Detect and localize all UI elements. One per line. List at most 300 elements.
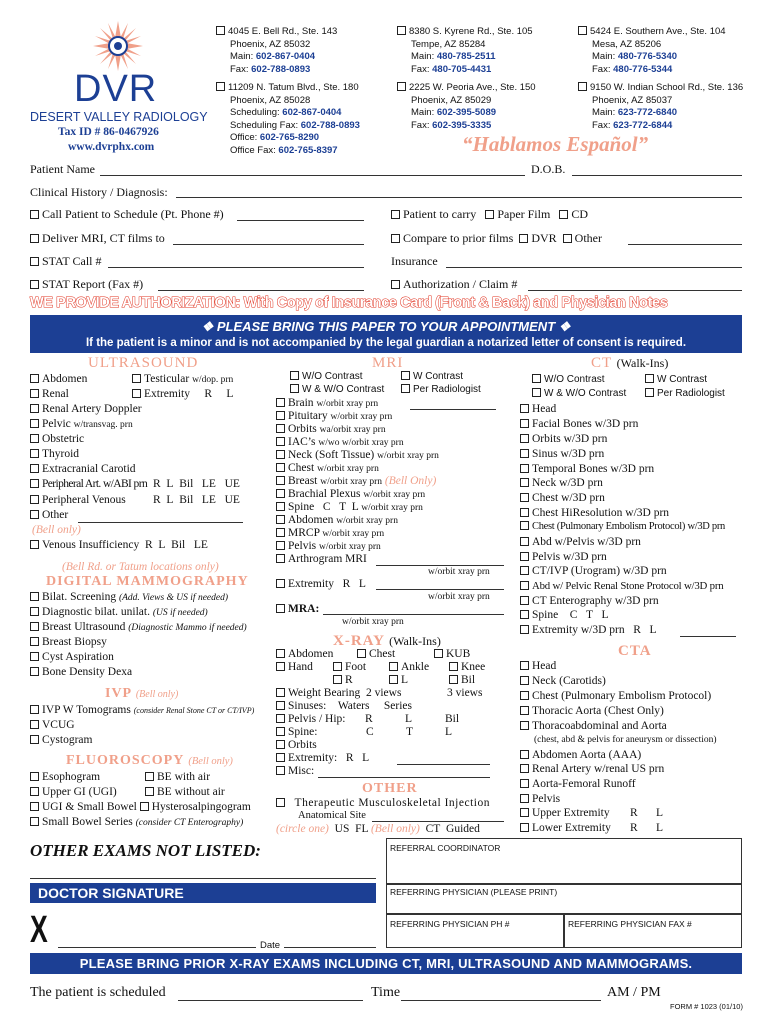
checkbox-icon[interactable] [520,537,529,546]
us-obstetric: Obstetric [30,433,84,445]
mri-radiologist: Per Radiologist [401,384,481,395]
checkbox-icon[interactable] [132,389,141,398]
checkbox-icon[interactable] [30,772,39,781]
xray-pelvis-hip-bil: Bil [445,713,460,725]
checkbox-icon[interactable] [276,701,285,710]
office-kyrene: 8380 S. Kyrene Rd., Ste. 105 Tempe, AZ 85284 Main: 480-785-2511 Fax: 480-705-4431 [397,26,533,76]
ct-wo: W/O Contrast [532,374,605,385]
checkbox-icon[interactable] [276,463,285,472]
xray-knee: Knee [449,661,485,673]
mri-pituitary: Pituitary w/orbit xray prn [276,410,392,422]
ct-radiologist: Per Radiologist [645,388,725,399]
ct-chest-hr: Chest HiResolution w/3D prn [520,507,669,519]
checkbox-icon[interactable] [30,787,39,796]
checkbox-icon[interactable] [434,649,443,658]
checkbox-icon[interactable] [520,478,529,487]
checkbox-icon[interactable] [333,662,342,671]
form-number: FORM # 1023 (01/10) [670,1002,743,1011]
checkbox-icon[interactable] [520,566,529,575]
checkbox-icon[interactable] [397,26,406,35]
other-circle-row: (circle one) US FL (Bell only) CT Guided [276,823,480,835]
stat-report-field[interactable] [158,290,364,291]
ct-extremity: Extremity w/3D prn R L [520,624,657,636]
checkbox-icon[interactable] [276,450,285,459]
checkbox-icon[interactable] [276,798,285,807]
checkbox-icon[interactable] [30,479,39,488]
xray-weight: Weight Bearing 2 views [276,687,401,699]
office-bell: 4045 E. Bell Rd., Ste. 143 Phoenix, AZ 85032 Main: 602-867-0404 Fax: 602-788-0893 [216,26,337,76]
scheduled-label: The patient is scheduled [30,985,166,1000]
checkbox-icon[interactable] [30,802,39,811]
mri-brain: Brain w/orbit xray prn [276,397,378,409]
checkbox-icon[interactable] [520,691,529,700]
mri-iacs: IAC’s w/wo w/orbit xray prn [276,436,404,448]
insurance-field[interactable] [446,267,742,268]
xray-pelvis-hip-sides: R [365,713,373,725]
fluoro-sbs: Small Bowel Series (consider CT Enterography) [30,816,243,828]
checkbox-icon[interactable] [30,449,39,458]
checkbox-icon[interactable] [333,675,342,684]
ct-title: CT (Walk-Ins) [591,355,669,371]
us-bell-only: (Bell only) [32,524,81,536]
ct-orbits: Orbits w/3D prn [520,433,607,445]
history-field[interactable] [176,197,742,198]
office-southern: 5424 E. Southern Ave., Ste. 104 Mesa, AZ 85206 Main: 480-776-5340 Fax: 480-776-5344 [578,26,726,76]
checkbox-icon[interactable] [30,234,39,243]
auth-row: Authorization / Claim # [391,277,517,292]
checkbox-icon[interactable] [391,210,400,219]
mri-mra-field[interactable] [323,614,504,615]
cta-aaa: Abdomen Aorta (AAA) [520,749,641,761]
checkbox-icon[interactable] [563,234,572,243]
checkbox-icon[interactable] [276,604,285,613]
us-extremity: Extremity R L [132,388,233,400]
mri-neck: Neck (Soft Tissue) w/orbit xray prn [276,449,439,461]
patient-name-label: Patient Name [30,162,95,176]
mri-orbits: Orbits wa/orbit xray prn [276,423,386,435]
mri-title: MRI [372,355,404,371]
checkbox-icon[interactable] [389,662,398,671]
checkbox-icon[interactable] [276,398,285,407]
logo-name: DESERT VALLEY RADIOLOGY [30,110,208,124]
checkbox-icon[interactable] [30,389,39,398]
xray-hand: Hand [276,661,313,673]
checkbox-icon[interactable] [276,411,285,420]
xray-sinuses: Sinuses: Waters Series [276,700,412,712]
mri-brain-field[interactable] [410,409,496,410]
checkbox-icon[interactable] [30,464,39,473]
checkbox-icon[interactable] [401,384,410,393]
cta-upper-l: L [656,807,664,819]
other-exams-label: OTHER EXAMS NOT LISTED: [30,841,261,860]
checkbox-icon[interactable] [276,541,285,550]
insurance-label: Insurance [391,254,438,268]
checkbox-icon[interactable] [520,764,529,773]
auth-field[interactable] [528,290,742,291]
call-patient-row: Call Patient to Schedule (Pt. Phone #) [30,207,224,222]
mri-chest: Chest w/orbit xray prn [276,462,379,474]
mri-brachial: Brachial Plexus w/orbit xray prn [276,488,425,500]
us-pelvic: Pelvic w/transvag. prn [30,418,133,430]
checkbox-icon[interactable] [30,705,39,714]
referring-fax-label: REFERRING PHYSICIAN FAX # [568,919,692,929]
mri-spine: Spine C T L w/orbit xray prn [276,501,423,513]
ct-pelvis: Pelvis w/3D prn [520,551,607,563]
mri-mrcp: MRCP w/orbit xray prn [276,527,384,539]
pt-phone-field[interactable] [237,220,364,221]
us-renal-artery: Renal Artery Doppler [30,403,142,415]
history-label: Clinical History / Diagnosis: [30,185,168,199]
ct-extremity-field[interactable] [680,636,736,637]
carry-row: Patient to carry Paper Film CD [391,207,588,222]
checkbox-icon[interactable] [520,661,529,670]
checkbox-icon[interactable] [520,750,529,759]
cta-thoraco: Thoracoabdominal and Aorta [520,720,667,732]
mammo-title: DIGITAL MAMMOGRAPHY [46,574,249,589]
checkbox-icon[interactable] [645,388,654,397]
xray-kub: KUB [434,648,470,660]
bring-paper-bar [30,315,742,353]
checkbox-icon[interactable] [30,735,39,744]
checkbox-icon[interactable] [276,424,285,433]
xray-pelvis-hip-l: L [405,713,413,725]
xray-ankle: Ankle [389,661,429,673]
other-site: Anatomical Site [298,810,366,821]
us-bell-tatum: (Bell Rd. or Tatum locations only) [62,561,219,573]
checkbox-icon[interactable] [132,374,141,383]
referral-coordinator-label: REFERRAL COORDINATOR [390,843,501,853]
checkbox-icon[interactable] [145,772,154,781]
mri-extremity: Extremity R L [276,578,366,590]
cta-upper: Upper Extremity [520,807,610,819]
ivp-vcug: VCUG [30,719,75,731]
checkbox-icon[interactable] [520,721,529,730]
website: www.dvrphx.com [68,141,155,153]
ct-temporal: Temporal Bones w/3D prn [520,463,654,475]
cta-thoraco-sm: (chest, abd & pelvis for aneurysm or dissection) [534,735,717,745]
checkbox-icon[interactable] [276,489,285,498]
checkbox-icon[interactable] [30,280,39,289]
logo-brand: DVR [74,68,158,110]
checkbox-icon[interactable] [30,257,39,266]
dob-field[interactable] [572,175,742,176]
stat-call-row: STAT Call # [30,254,102,269]
other-tmi: Therapeutic Musculoskeletal Injection [276,797,490,809]
checkbox-icon[interactable] [520,794,529,803]
patient-name-field[interactable] [100,175,525,176]
mri-abdomen: Abdomen w/orbit xray prn [276,514,398,526]
checkbox-icon[interactable] [30,622,39,631]
checkbox-icon[interactable] [645,374,654,383]
checkbox-icon[interactable] [30,434,39,443]
checkbox-icon[interactable] [532,388,541,397]
checkbox-icon[interactable] [391,234,400,243]
ct-ctivp: CT/IVP (Urogram) w/3D prn [520,565,667,577]
cta-chest: Chest (Pulmonary Embolism Protocol) [520,690,711,702]
compare-row: Compare to prior films DVR Other [391,231,602,246]
checkbox-icon[interactable] [520,404,529,413]
ct-chest: Chest w/3D prn [520,492,605,504]
mri-wo: W/O Contrast [290,371,363,382]
us-peripheral-venous-sides: R L Bil LE UE [153,494,240,506]
checkbox-icon[interactable] [30,495,39,504]
cta-aortofem: Aorta-Femoral Runoff [520,778,636,790]
checkbox-icon[interactable] [391,280,400,289]
xray-spine-l: L [445,726,453,738]
office-peoria: 2225 W. Peoria Ave., Ste. 150 Phoenix, AZ 85029 Main: 602-395-5089 Fax: 602-395-3335 [397,82,536,132]
us-renal: Renal [30,388,69,400]
mammo-diag: Diagnostic bilat. unilat. (US if needed) [30,606,208,618]
us-testicular: Testicular w/dop. prn [132,373,233,385]
us-other-field[interactable] [78,522,243,523]
ct-wwo: W & W/O Contrast [532,388,626,399]
hablamos-espanol: “Hablamos Español” [462,132,649,156]
ct-spine: Spine C T L [520,609,608,621]
mri-wwo: W & W/O Contrast [290,384,384,395]
checkbox-icon[interactable] [357,649,366,658]
mri-mra: MRA: [276,603,319,615]
checkbox-icon[interactable] [520,419,529,428]
cta-neck: Neck (Carotids) [520,675,606,687]
checkbox-icon[interactable] [520,449,529,458]
checkbox-icon[interactable] [520,706,529,715]
checkbox-icon[interactable] [520,434,529,443]
checkbox-icon[interactable] [520,823,529,832]
ct-head: Head [520,403,556,415]
checkbox-icon[interactable] [140,802,149,811]
checkbox-icon[interactable] [276,714,285,723]
checkbox-icon[interactable] [485,210,494,219]
signature-field[interactable] [58,947,256,948]
checkbox-icon[interactable] [290,371,299,380]
checkbox-icon[interactable] [145,787,154,796]
logo [30,20,208,160]
us-abdomen: Abdomen [30,373,87,385]
us-carotid: Extracranial Carotid [30,463,136,475]
deliver-field[interactable] [173,244,364,245]
checkbox-icon[interactable] [532,374,541,383]
checkbox-icon[interactable] [30,592,39,601]
cta-lower-l: L [656,822,664,834]
checkbox-icon[interactable] [276,515,285,524]
ivp-title: IVP (Bell only) [105,686,179,701]
xray-orbits: Orbits [276,739,317,751]
checkbox-icon[interactable] [30,374,39,383]
us-other: Other [30,509,68,521]
us-peripheral-venous: Peripheral Venous [30,494,126,506]
checkbox-icon[interactable] [520,508,529,517]
mri-pelvis: Pelvis w/orbit xray prn [276,540,381,552]
bring-paper-title: ❖ PLEASE BRING THIS PAPER TO YOUR APPOINTMENT ❖ [201,319,571,334]
checkbox-icon[interactable] [276,437,285,446]
checkbox-icon[interactable] [30,419,39,428]
checkbox-icon[interactable] [30,510,39,519]
checkbox-icon[interactable] [520,676,529,685]
fluoro-ugi-sb: UGI & Small Bowel Hysterosalpingogram [30,801,251,813]
checkbox-icon[interactable] [30,652,39,661]
xray-r: R [333,674,353,686]
authorization-banner: WE PROVIDE AUTHORIZATION: With Copy of Insurance Card (Front & Back) and Physician Notes [30,295,668,311]
mri-ext-sm: w/orbit xray prn [428,592,490,602]
ivp-tomo: IVP W Tomograms (consider Renal Stone CT or CT/IVP) [30,704,254,716]
cta-lower: Lower Extremity [520,822,611,834]
sunburst-logo-icon [92,20,144,72]
checkbox-icon[interactable] [578,82,587,91]
checkbox-icon[interactable] [216,26,225,35]
checkbox-icon[interactable] [276,727,285,736]
us-peripheral-art: Peripheral Art. w/ABI prn [30,478,147,490]
checkbox-icon[interactable] [519,234,528,243]
xray-spine: Spine: [276,726,317,738]
checkbox-icon[interactable] [578,26,587,35]
xray-three-views: 3 views [447,687,483,699]
checkbox-icon[interactable] [30,817,39,826]
xray-misc: Misc: [276,765,314,777]
cta-renal: Renal Artery w/renal US prn [520,763,664,775]
mammo-bilat: Bilat. Screening (Add. Views & US if needed) [30,591,228,603]
checkbox-icon[interactable] [276,766,285,775]
checkbox-icon[interactable] [290,384,299,393]
checkbox-icon[interactable] [520,779,529,788]
xray-extremity-field[interactable] [397,764,490,765]
mammo-breast-us: Breast Ultrasound (Diagnostic Mammo if needed) [30,621,247,633]
date-label: Date [260,940,281,951]
referring-physician-label: REFERRING PHYSICIAN (PLEASE PRINT) [390,887,558,897]
xray-bil: Bil [449,674,475,686]
checkbox-icon[interactable] [276,649,285,658]
checkbox-icon[interactable] [30,210,39,219]
checkbox-icon[interactable] [559,210,568,219]
checkbox-icon[interactable] [30,540,39,549]
ct-neck: Neck w/3D prn [520,477,603,489]
fluoro-be-noair: BE without air [145,786,225,798]
checkbox-icon[interactable] [30,637,39,646]
other-title: OTHER [362,781,418,796]
xray-chest: Chest [357,648,395,660]
xray-spine-c: C [366,726,374,738]
doctor-signature-bar: DOCTOR SIGNATURE [30,883,376,903]
xray-extremity: Extremity: R L [276,752,369,764]
tax-id: Tax ID # 86-0467926 [58,126,159,138]
time-label: Time [371,985,401,1000]
mri-extremity-field[interactable] [376,589,504,590]
checkbox-icon[interactable] [276,753,285,762]
checkbox-icon[interactable] [276,688,285,697]
scheduled-field[interactable] [178,1000,363,1001]
xray-misc-field[interactable] [318,777,490,778]
office-tatum: 11209 N. Tatum Blvd., Ste. 180 Phoenix, AZ 85028 Scheduling: 602-867-0404 Scheduling Fax: 602-788-0893 Office: 602-765-8290 Office Fax: 602-765-8397 [216,82,360,157]
checkbox-icon[interactable] [520,610,529,619]
checkbox-icon[interactable] [520,625,529,634]
checkbox-icon[interactable] [449,662,458,671]
stat-report-row: STAT Report (Fax #) [30,277,143,292]
ct-abd-pelvis: Abd w/Pelvis w/3D prn [520,536,641,548]
date-field[interactable] [284,947,376,948]
dob-label: D.O.B. [531,162,566,176]
checkbox-icon[interactable] [520,596,529,605]
checkbox-icon[interactable] [520,808,529,817]
checkbox-icon[interactable] [397,82,406,91]
mammo-biopsy: Breast Biopsy [30,636,107,648]
checkbox-icon[interactable] [276,502,285,511]
xray-foot: Foot [333,661,366,673]
checkbox-icon[interactable] [520,493,529,502]
compare-other-field[interactable] [628,244,742,245]
ultrasound-title: ULTRASOUND [88,355,199,371]
checkbox-icon[interactable] [30,404,39,413]
checkbox-icon[interactable] [276,476,285,485]
bring-paper-sub: If the patient is a minor and is not accompanied by the legal guardian a notarized letter of consent is required. [85,337,687,349]
xray-spine-t: T [406,726,414,738]
xray-pelvis-hip: Pelvis / Hip: [276,713,346,725]
checkbox-icon[interactable] [216,82,225,91]
other-exams-field[interactable] [30,878,376,879]
mri-arthro-sm: w/orbit xray prn [428,567,490,577]
bring-prior-bar: PLEASE BRING PRIOR X-RAY EXAMS INCLUDING CT, MRI, ULTRASOUND AND MAMMOGRAMS. [30,953,742,974]
mri-arthro: Arthrogram MRI [276,553,367,565]
office-indian-school: 9150 W. Indian School Rd., Ste. 136 Phoenix, AZ 85037 Main: 623-772-6840 Fax: 623-772-6844 [578,82,743,132]
checkbox-icon[interactable] [520,521,529,530]
checkbox-icon[interactable] [520,464,529,473]
referring-ph-label: REFERRING PHYSICIAN PH # [390,919,510,929]
mammo-dexa: Bone Density Dexa [30,666,132,678]
other-site-field[interactable] [372,821,504,822]
cta-title: CTA [618,643,652,659]
us-peripheral-art-sides: R L Bil LE UE [153,478,240,490]
fluoro-ugi: Upper GI (UGI) [30,786,117,798]
mammo-cyst: Cyst Aspiration [30,651,114,663]
checkbox-icon[interactable] [401,371,410,380]
time-field[interactable] [401,1000,601,1001]
checkbox-icon[interactable] [276,740,285,749]
cta-head: Head [520,660,556,672]
us-thyroid: Thyroid [30,448,79,460]
checkbox-icon[interactable] [276,579,285,588]
checkbox-icon[interactable] [276,554,285,563]
cta-lower-r: R [630,822,638,834]
xray-abdomen: Abdomen [276,648,333,660]
mri-breast: Breast w/orbit xray prn (Bell Only) [276,475,436,487]
xray-title: X-RAY (Walk-Ins) [333,633,441,649]
cta-pelvis: Pelvis [520,793,560,805]
checkbox-icon[interactable] [449,675,458,684]
ct-renal-stone: Abd w/ Pelvic Renal Stone Protocol w/3D prn [520,580,723,592]
ct-sinus: Sinus w/3D prn [520,448,604,460]
ct-facial: Facial Bones w/3D prn [520,418,638,430]
checkbox-icon[interactable] [30,720,39,729]
mri-arthro-field[interactable] [376,565,504,566]
ct-entero: CT Enterography w/3D prn [520,595,659,607]
checkbox-icon[interactable] [389,675,398,684]
checkbox-icon[interactable] [30,607,39,616]
mri-w: W Contrast [401,371,463,382]
stat-call-field[interactable] [108,267,364,268]
fluoro-eso: Esophogram [30,771,100,783]
checkbox-icon[interactable] [520,581,529,590]
checkbox-icon[interactable] [30,667,39,676]
fluoro-be-air: BE with air [145,771,210,783]
checkbox-icon[interactable] [520,552,529,561]
cta-upper-r: R [630,807,638,819]
signature-x: X [30,909,48,951]
cta-thoracic: Thoracic Aorta (Chest Only) [520,705,664,717]
checkbox-icon[interactable] [276,528,285,537]
ampm-label: AM / PM [607,985,661,1000]
ivp-cysto: Cystogram [30,734,92,746]
ct-w: W Contrast [645,374,707,385]
checkbox-icon[interactable] [276,662,285,671]
us-venous-insuff: Venous Insufficiency R L Bil LE [30,539,208,551]
